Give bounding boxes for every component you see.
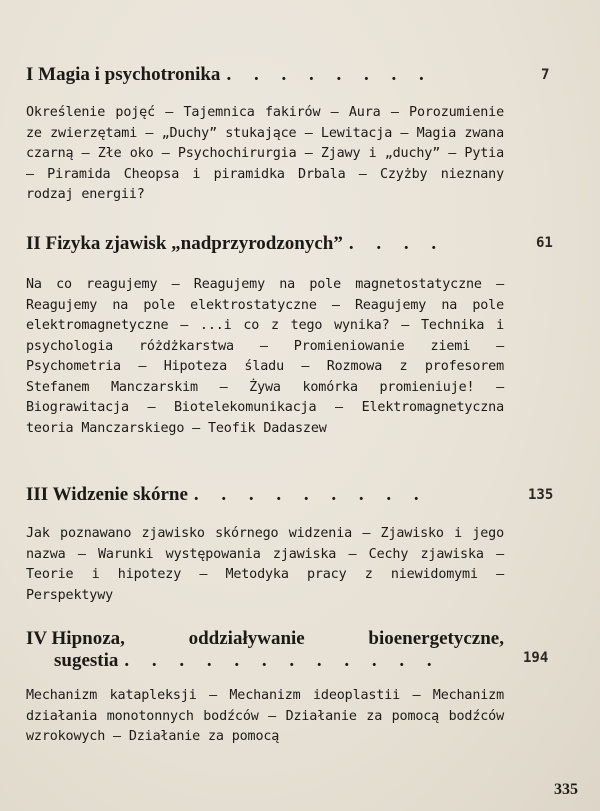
chapter-1 (26, 64, 556, 206)
chapter-2 (26, 233, 556, 439)
chapter-4 (26, 628, 556, 748)
chapter-2-leader-dots: . . . . (348, 233, 446, 254)
chapter-4-title-line-2 (26, 650, 504, 672)
chapter-4-description: Mechanizm katapleksji — Mechanizm ideoplastii — Mechanizm działania monotonnych bodźców — Działanie za pomocą bodźców wzrokowych — Działanie za pomocą (26, 688, 504, 744)
chapter-4-heading (26, 628, 504, 672)
chapter-2-title: II Fizyka zjawisk „nadprzyrodzonych” (26, 233, 343, 254)
chapter-1-heading (26, 64, 504, 86)
chapter-2-description: Na co reagujemy — Reagujemy na pole magnetostatyczne — Reagujemy na pole elektrostatyczne — Reagujemy na pole elektromagnetyczne — ...i co z tego wynika? — Technika i psychologia różdżkarstwa — Promieniowanie ziemi — Psychometria — Hipoteza śladu — Rozmowa z profesorem Stefanem Manczarskim — Żywa komórka promieniuje! — Biograwitacja — Biotelekomunikacja — Elektromagnetyczna teoria Manczarskiego — Teofik Dadaszew (26, 277, 504, 436)
chapter-3-page-number: 135 (528, 487, 554, 503)
chapter-3-title: III Widzenie skórne (26, 484, 188, 505)
chapter-1-description: Określenie pojęć — Tajemnica fakirów — Aura — Porozumienie ze zwierzętami — „Duchy” stukające — Lewitacja — Magia zwana czarną — Złe oko — Psychochirurgia — Zjawy i „duchy” — Pytia — Piramida Cheopsa i piramidka Drbala — Czyżby nieznany rodzaj energii? (26, 105, 504, 202)
chapter-4-page-number: 194 (523, 650, 549, 666)
chapter-4-title-word-3: bioenergetyczne, (368, 628, 504, 649)
chapter-4-title-word-2: oddziaływanie (188, 628, 305, 649)
chapter-4-title-word-4: sugestia (54, 650, 119, 671)
chapter-4-leader-dots: . . . . . . . . . . . . (124, 650, 441, 671)
chapter-1-title: I Magia i psychotronika (26, 64, 221, 85)
chapter-2-heading (26, 233, 504, 255)
chapter-1-leader-dots: . . . . . . . . (226, 64, 433, 85)
chapter-3-description: Jak poznawano zjawisko skórnego widzenia — Zjawisko i jego nazwa — Warunki występowania zjawiska — Cechy zjawiska — Teorie i hipotezy — Metodyka pracy z niewidomymi — Perspektywy (26, 526, 504, 603)
chapter-4-title-word-1: IV Hipnoza, (26, 628, 125, 649)
chapter-1-page-number: 7 (541, 67, 550, 83)
page-folio-number: 335 (554, 781, 578, 798)
chapter-3-heading (26, 484, 504, 506)
chapter-3 (26, 484, 556, 606)
chapter-4-title-line-1 (26, 628, 504, 650)
chapter-2-page-number: 61 (536, 235, 553, 251)
chapter-3-leader-dots: . . . . . . . . . (193, 484, 428, 505)
